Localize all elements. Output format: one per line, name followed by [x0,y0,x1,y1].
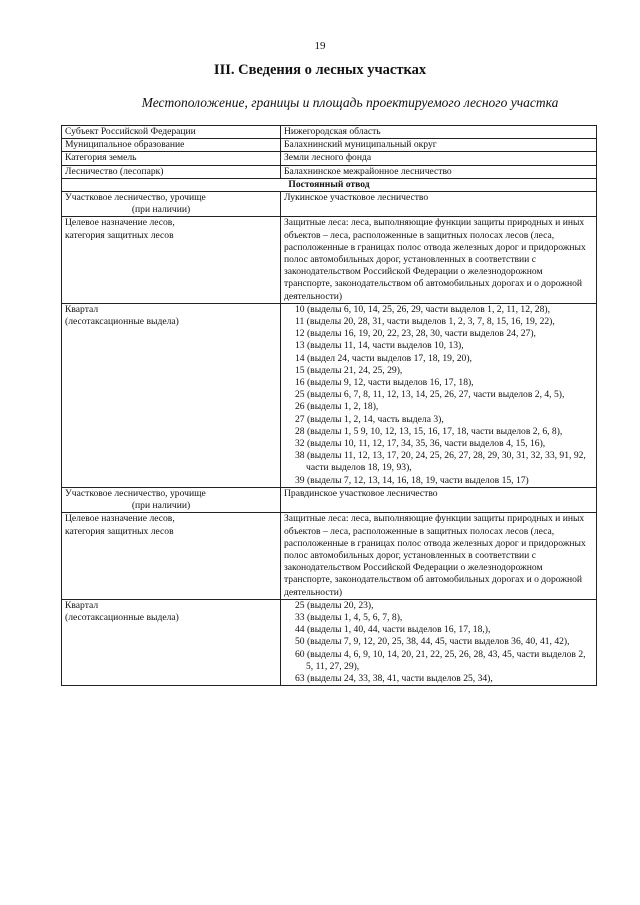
table-row [62,165,597,178]
purpose-value: Защитные леса: леса, выполняющие функции защиты природных и иных объектов – леса, расположенные в защитных полосах лесов (леса, расположенные в границах полос отвода железных дорог и придорожных полос автомобильных дорог, установленных в соответствии с законодательством Российской Федерации о железнодорожном транспорте, законодательством об автомобильных дорогах и о дорожной деятельности) [281,513,597,599]
general-label: Лесничество (лесопарк) [62,165,281,178]
list-item: 13 (выделы 11, 14, части выделов 10, 13), [295,340,464,352]
list-item: 39 (выделы 7, 12, 13, 14, 16, 18, 19, части выделов 15, 17) [295,474,529,486]
purpose-label: Целевое назначение лесов, [65,513,175,525]
table-row [62,487,597,512]
purpose-label: Целевое назначение лесов, [65,217,175,229]
forestry-value: Правдинское участковое лесничество [281,487,597,512]
purpose-value: Защитные леса: леса, выполняющие функции защиты природных и иных объектов – леса, расположенные в защитных полосах лесов (леса, расположенные в границах полос отвода железных дорог и придорожных полос автомобильных дорог, установленных в соответствии с законодательством Российской Федерации о железнодорожном транспорте, законодательством об автомобильных дорогах и о дорожной деятельности) [281,217,597,303]
purpose-label-cell [62,217,281,303]
table-row [62,599,597,685]
quarter-list [281,303,597,487]
list-item: 44 (выделы 1, 40, 44, части выделов 16, 17, 18,), [295,624,491,636]
quarter-list [281,599,597,685]
table-row [62,152,597,165]
list-item: 63 (выделы 24, 33, 38, 41, части выделов 25, 34), [295,672,493,684]
quarter-label-note: (лесотаксационные выдела) [65,316,179,328]
list-item: 25 (выделы 20, 23), [295,599,374,611]
forestry-label-note: (при наличии) [131,204,191,216]
general-value: Земли лесного фонда [281,152,597,165]
table-row [62,303,597,487]
general-value: Балахнинское межрайонное лесничество [281,165,597,178]
general-value: Нижегородская область [281,126,597,139]
forestry-label: Участковое лесничество, урочище [65,487,206,499]
forestry-label-cell [62,487,281,512]
table-row [62,126,597,139]
list-item: 50 (выделы 7, 9, 12, 20, 25, 38, 44, 45, части выделов 36, 40, 41, 42), [295,636,570,648]
page-number: 19 [314,40,326,52]
quarter-label-cell [62,303,281,487]
list-item: 16 (выделы 9, 12, части выделов 16, 17, 18), [295,377,474,389]
list-item: 14 (выдел 24, части выделов 17, 18, 19, 20), [295,352,472,364]
list-item: 10 (выделы 6, 10, 14, 25, 26, 29, части выделов 1, 2, 11, 12, 28), [295,303,550,315]
quarter-label-note: (лесотаксационные выдела) [65,611,179,623]
section-header: Постоянный отвод [62,178,597,191]
list-item: 60 (выделы 4, 6, 9, 10, 14, 20, 21, 22, 25, 26, 28, 43, 45, части выделов 2, 5, 11, 27, 29), [295,648,586,672]
list-item: 25 (выделы 6, 7, 8, 11, 12, 13, 14, 25, 26, 27, части выделов 2, 4, 5), [295,389,565,401]
list-item: 32 (выделы 10, 11, 12, 17, 34, 35, 36, части выделов 4, 15, 16), [295,438,546,450]
subtitle: Местоположение, границы и площадь проектируемого лесного участка [141,95,559,110]
forestry-label-note: (при наличии) [131,500,191,512]
quarter-label: Квартал [65,303,99,315]
forestry-label: Участковое лесничество, урочище [65,192,206,204]
table-row [62,139,597,152]
general-label: Муниципальное образование [62,139,281,152]
general-label: Субъект Российской Федерации [62,126,281,139]
list-item: 12 (выделы 16, 19, 20, 22, 23, 28, 30, части выделов 24, 27), [295,328,536,340]
list-item: 38 (выделы 11, 12, 13, 17, 20, 24, 25, 26, 27, 28, 29, 30, 31, 32, 33, 91, 92, части выделов 18, 19, 93), [295,450,586,474]
quarter-label: Квартал [65,599,99,611]
forestry-label-cell [62,192,281,217]
list-item: 15 (выделы 21, 24, 25, 29), [295,364,403,376]
quarter-label-cell [62,599,281,685]
list-item: 28 (выделы 1, 5 9, 10, 12, 13, 15, 16, 17, 18, части выделов 2, 6, 8), [295,425,563,437]
section-header-row [62,178,597,191]
section-title: III. Сведения о лесных участках [213,62,427,78]
purpose-label-category: категория защитных лесов [65,525,174,537]
forest-plot-table [61,125,597,686]
table-row [62,192,597,217]
general-label: Категория земель [62,152,281,165]
table-row [62,513,597,599]
list-item: 11 (выделы 20, 28, 31, части выделов 1, 2, 3, 7, 8, 15, 16, 19, 22), [295,316,555,328]
list-item: 33 (выделы 1, 4, 5, 6, 7, 8), [295,611,403,623]
list-item: 26 (выделы 1, 2, 18), [295,401,379,413]
purpose-label-cell [62,513,281,599]
forestry-value: Лукинское участковое лесничество [281,192,597,217]
general-value: Балахнинский муниципальный округ [281,139,597,152]
table-row [62,217,597,303]
list-item: 27 (выделы 1, 2, 14, часть выдела 3), [295,413,444,425]
purpose-label-category: категория защитных лесов [65,229,174,241]
